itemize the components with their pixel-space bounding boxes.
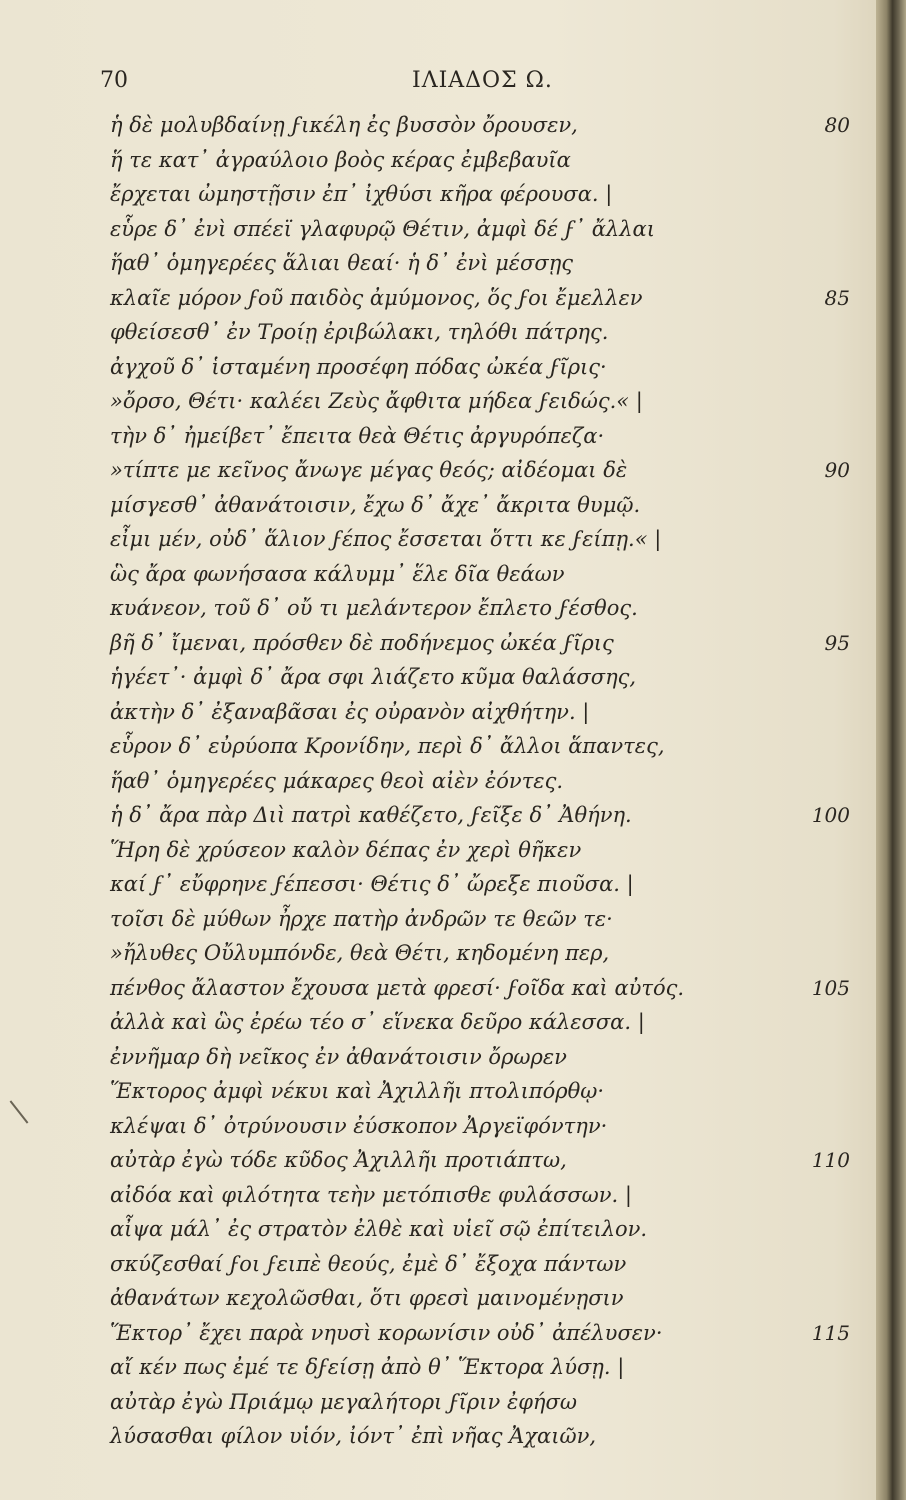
verse-text: αὐτὰρ ἐγὼ τόδε κῦδος Ἀχιλλῆι προτιάπτω, (110, 1148, 567, 1172)
verse-text: »τίπτε με κεῖνος ἄνωγε μέγας θεός; αἰδέομαι δὲ (110, 458, 628, 482)
verse-line (110, 764, 850, 799)
verse-line (110, 1212, 850, 1247)
verse-text: ἀλλὰ καὶ ὣς ἐρέω τέο σ᾽ εἵνεκα δεῦρο κάλεσσα. | (110, 1010, 645, 1034)
verse-line (110, 902, 850, 937)
verse-text: »ἤλυθες Οὔλυμπόνδε, θεὰ Θέτι, κηδομένη περ, (110, 941, 610, 965)
verse-line (110, 798, 850, 833)
line-number: 85 (824, 285, 850, 310)
verse-line (110, 350, 850, 385)
running-title: ΙΛΙΑΔΟΣ Ω. (412, 68, 553, 93)
verse-text: ἡ δὲ μολυβδαίνῃ ϝικέλη ἐς βυσσὸν ὄρουσεν, (110, 113, 578, 137)
verse-line (110, 1385, 850, 1420)
verse-line (110, 1109, 850, 1144)
verse-text: πένθος ἄλαστον ἔχουσα μετὰ φρεσί· ϝοῖδα καὶ αὐτός. (110, 975, 685, 1000)
verse-line (110, 695, 850, 730)
verse-text: εὗρε δ᾽ ἐνὶ σπέεϊ γλαφυρῷ Θέτιν, ἀμφὶ δέ ϝ᾽ ἄλλαι (110, 216, 655, 241)
verse-line (110, 522, 850, 557)
verse-text: ἡ δ᾽ ἄρα πὰρ Διὶ πατρὶ καθέζετο, ϝεῖξε δ᾽ Ἀθήνη. (110, 803, 632, 827)
verse-line (110, 729, 850, 764)
verse-text: κυάνεον, τοῦ δ᾽ οὔ τι μελάντερον ἔπλετο ϝέσθος. (110, 596, 638, 620)
verse-text: αἶψα μάλ᾽ ἐς στρατὸν ἐλθὲ καὶ υἱεῖ σῷ ἐπίτειλον. (110, 1217, 648, 1241)
verse-line (110, 1074, 850, 1109)
verse-line (110, 453, 850, 488)
verse-line (110, 384, 850, 419)
verse-text: ἥαθ᾽ ὁμηγερέες ἅλιαι θεαί· ἡ δ᾽ ἐνὶ μέσσῃς (110, 251, 574, 275)
verse-text: »ὄρσο, Θέτι· καλέει Ζεὺς ἄφθιτα μήδεα ϝειδώς.« | (110, 389, 643, 413)
verse-line (110, 867, 850, 902)
verse-text: ἥαθ᾽ ὁμηγερέες μάκαρες θεοὶ αἰὲν ἐόντες. (110, 768, 564, 793)
verse-text: μίσγεσθ᾽ ἀθανάτοισιν, ἔχω δ᾽ ἄχε᾽ ἄκριτα θυμῷ. (110, 492, 641, 517)
line-number: 115 (811, 1320, 850, 1345)
line-number: 105 (811, 975, 850, 1000)
verse-line (110, 1247, 850, 1282)
verse-text: ἀθανάτων κεχολῶσθαι, ὅτι φρεσὶ μαινομένῃσιν (110, 1286, 624, 1310)
verse-text: κλαῖε μόρον ϝοῦ παιδὸς ἀμύμονος, ὅς ϝοι ἔμελλεν (110, 285, 643, 310)
verse-text: τὴν δ᾽ ἠμείβετ᾽ ἔπειτα θεὰ Θέτις ἀργυρόπεζα· (110, 423, 605, 448)
verse-text: τοῖσι δὲ μύθων ἦρχε πατὴρ ἀνδρῶν τε θεῶν τε· (110, 906, 613, 931)
verse-line (110, 833, 850, 868)
page-header (100, 68, 840, 104)
verse-line (110, 315, 850, 350)
verse-line (110, 143, 850, 178)
verse-line (110, 591, 850, 626)
verse-text: Ἕκτορ᾽ ἔχει παρὰ νηυσὶ κορωνίσιν οὐδ᾽ ἀπέλυσεν· (110, 1320, 663, 1345)
verse-text: κλέψαι δ᾽ ὀτρύνουσιν ἐύσκοπον Ἀργεϊφόντην· (110, 1113, 608, 1138)
verse-text: ὣς ἄρα φωνήσασα κάλυμμ᾽ ἕλε δῖα θεάων (110, 561, 565, 586)
verse-line (110, 246, 850, 281)
verse-text: φθείσεσθ᾽ ἐν Τροίῃ ἐριβώλακι, τηλόθι πάτρης. (110, 320, 609, 344)
verse-line (110, 1143, 850, 1178)
line-number: 95 (824, 630, 850, 655)
line-number: 80 (824, 113, 850, 137)
verse-line (110, 1040, 850, 1075)
verse-line (110, 212, 850, 247)
line-number: 90 (824, 458, 850, 482)
verse-line (110, 971, 850, 1006)
verse-line (110, 936, 850, 971)
verse-line (110, 1178, 850, 1213)
verse-line (110, 1281, 850, 1316)
verse-text: εἶμι μέν, οὐδ᾽ ἅλιον ϝέπος ἔσσεται ὅττι κε ϝείπῃ.« | (110, 527, 662, 551)
verse-line (110, 177, 850, 212)
verse-text: ἐννῆμαρ δὴ νεῖκος ἐν ἀθανάτοισιν ὄρωρεν (110, 1044, 567, 1069)
verse-text: αἰδόα καὶ φιλότητα τεὴν μετόπισθε φυλάσσων. | (110, 1182, 632, 1207)
verse-text: Ἕκτορος ἀμφὶ νέκυι καὶ Ἀχιλλῆι πτολιπόρθῳ· (110, 1079, 605, 1103)
book-binding-edge (876, 0, 906, 1500)
verse-line (110, 1005, 850, 1040)
verse-block (110, 108, 850, 1454)
page-number: 70 (100, 68, 128, 93)
stray-pencil-mark (10, 1100, 29, 1123)
line-number: 110 (811, 1148, 850, 1172)
verse-line (110, 1419, 850, 1454)
verse-text: καί ϝ᾽ εὔφρηνε ϝέπεσσι· Θέτις δ᾽ ὤρεξε πιοῦσα. | (110, 872, 634, 896)
verse-text: ἀκτὴν δ᾽ ἐξαναβᾶσαι ἐς οὐρανὸν αἰχθήτην. | (110, 699, 590, 724)
verse-text: αὐτὰρ ἐγὼ Πριάμῳ μεγαλήτορι ϝῖριν ἐφήσω (110, 1389, 577, 1414)
verse-line (110, 626, 850, 661)
verse-text: ἡγέετ᾽· ἀμφὶ δ᾽ ἄρα σφι λιάζετο κῦμα θαλάσσης, (110, 665, 637, 689)
line-number: 100 (811, 803, 850, 827)
verse-text: εὗρον δ᾽ εὐρύοπα Κρονίδην, περὶ δ᾽ ἄλλοι ἅπαντες, (110, 734, 665, 758)
verse-line (110, 1350, 850, 1385)
verse-text: ἀγχοῦ δ᾽ ἱσταμένη προσέφη πόδας ὠκέα ϝῖρις· (110, 354, 607, 379)
verse-line (110, 108, 850, 143)
verse-line (110, 660, 850, 695)
verse-text: λύσασθαι φίλον υἱόν, ἰόντ᾽ ἐπὶ νῆας Ἀχαιῶν, (110, 1424, 597, 1448)
verse-line (110, 281, 850, 316)
verse-text: βῆ δ᾽ ἴμεναι, πρόσθεν δὲ ποδήνεμος ὠκέα ϝῖρις (110, 630, 614, 655)
verse-line (110, 1316, 850, 1351)
verse-line (110, 557, 850, 592)
verse-line (110, 488, 850, 523)
verse-text: σκύζεσθαί ϝοι ϝειπὲ θεούς, ἐμὲ δ᾽ ἔξοχα πάντων (110, 1251, 627, 1276)
verse-text: ἥ τε κατ᾽ ἀγραύλοιο βοὸς κέρας ἐμβεβαυῖα (110, 147, 571, 172)
verse-text: ἔρχεται ὠμηστῇσιν ἐπ᾽ ἰχθύσι κῆρα φέρουσα. | (110, 182, 613, 206)
verse-text: αἴ κέν πως ἐμέ τε δϝείσῃ ἀπὸ θ᾽ Ἕκτορα λύσῃ. | (110, 1355, 625, 1379)
verse-text: Ἥρη δὲ χρύσεον καλὸν δέπας ἐν χερὶ θῆκεν (110, 837, 582, 862)
verse-line (110, 419, 850, 454)
